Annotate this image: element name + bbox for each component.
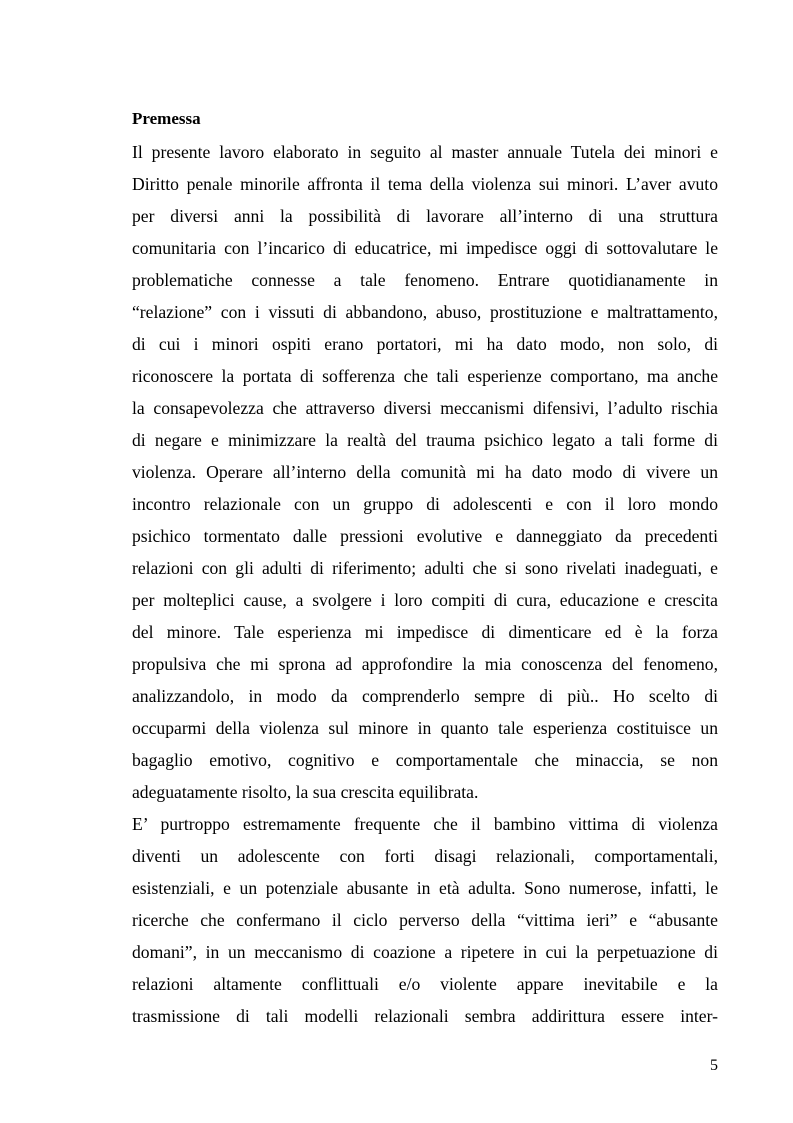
text-line: E’ purtroppo estremamente frequente che il bambino vittima di violenza (132, 814, 718, 834)
text-line: di negare e minimizzare la realtà del trauma psichico legato a tali forme di (132, 430, 718, 450)
text-line: violenza. Operare all’interno della comunità mi ha dato modo di vivere un (132, 462, 718, 482)
text-line: domani”, in un meccanismo di coazione a ripetere in cui la perpetuazione di (132, 942, 718, 962)
text-line: Il presente lavoro elaborato in seguito al master annuale Tutela dei minori e (132, 142, 718, 162)
text-line: riconoscere la portata di sofferenza che tali esperienze comportano, ma anche (132, 366, 718, 386)
text-line: del minore. Tale esperienza mi impedisce di dimenticare ed è la forza (132, 622, 718, 642)
text-line: occuparmi della violenza sul minore in quanto tale esperienza costituisce un (132, 718, 718, 738)
text-line: “relazione” con i vissuti di abbandono, abuso, prostituzione e maltrattamento, (132, 302, 718, 322)
text-line: bagaglio emotivo, cognitivo e comportamentale che minaccia, se non (132, 750, 718, 770)
text-line: per molteplici cause, a svolgere i loro compiti di cura, educazione e crescita (132, 590, 718, 610)
text-line: Diritto penale minorile affronta il tema della violenza sui minori. L’aver avuto (132, 174, 718, 194)
text-line: esistenziali, e un potenziale abusante in età adulta. Sono numerose, infatti, le (132, 878, 718, 898)
text-line: incontro relazionale con un gruppo di adolescenti e con il loro mondo (132, 494, 718, 514)
text-line: per diversi anni la possibilità di lavorare all’interno di una struttura (132, 206, 718, 226)
text-line: ricerche che confermano il ciclo perverso della “vittima ieri” e “abusante (132, 910, 718, 930)
text-line: trasmissione di tali modelli relazionali sembra addirittura essere inter- (132, 1006, 718, 1026)
text-line: relazioni con gli adulti di riferimento; adulti che si sono rivelati inadeguati, e (132, 558, 718, 578)
text-line: di cui i minori ospiti erano portatori, mi ha dato modo, non solo, di (132, 334, 718, 354)
page-number: 5 (710, 1057, 718, 1074)
text-line: comunitaria con l’incarico di educatrice, mi impedisce oggi di sottovalutare le (132, 238, 718, 258)
section-heading: Premessa (132, 109, 201, 128)
text-line: analizzandolo, in modo da comprenderlo sempre di più.. Ho scelto di (132, 686, 718, 706)
text-line: diventi un adolescente con forti disagi relazionali, comportamentali, (132, 846, 718, 866)
text-line: adeguatamente risolto, la sua crescita equilibrata. (132, 782, 479, 802)
text-line: problematiche connesse a tale fenomeno. Entrare quotidianamente in (132, 270, 718, 290)
text-line: la consapevolezza che attraverso diversi meccanismi difensivi, l’adulto rischia (132, 398, 718, 418)
text-line: relazioni altamente conflittuali e/o violente appare inevitabile e la (132, 974, 718, 994)
text-line: psichico tormentato dalle pressioni evolutive e danneggiato da precedenti (132, 526, 718, 546)
text-line: propulsiva che mi sprona ad approfondire la mia conoscenza del fenomeno, (132, 654, 718, 674)
